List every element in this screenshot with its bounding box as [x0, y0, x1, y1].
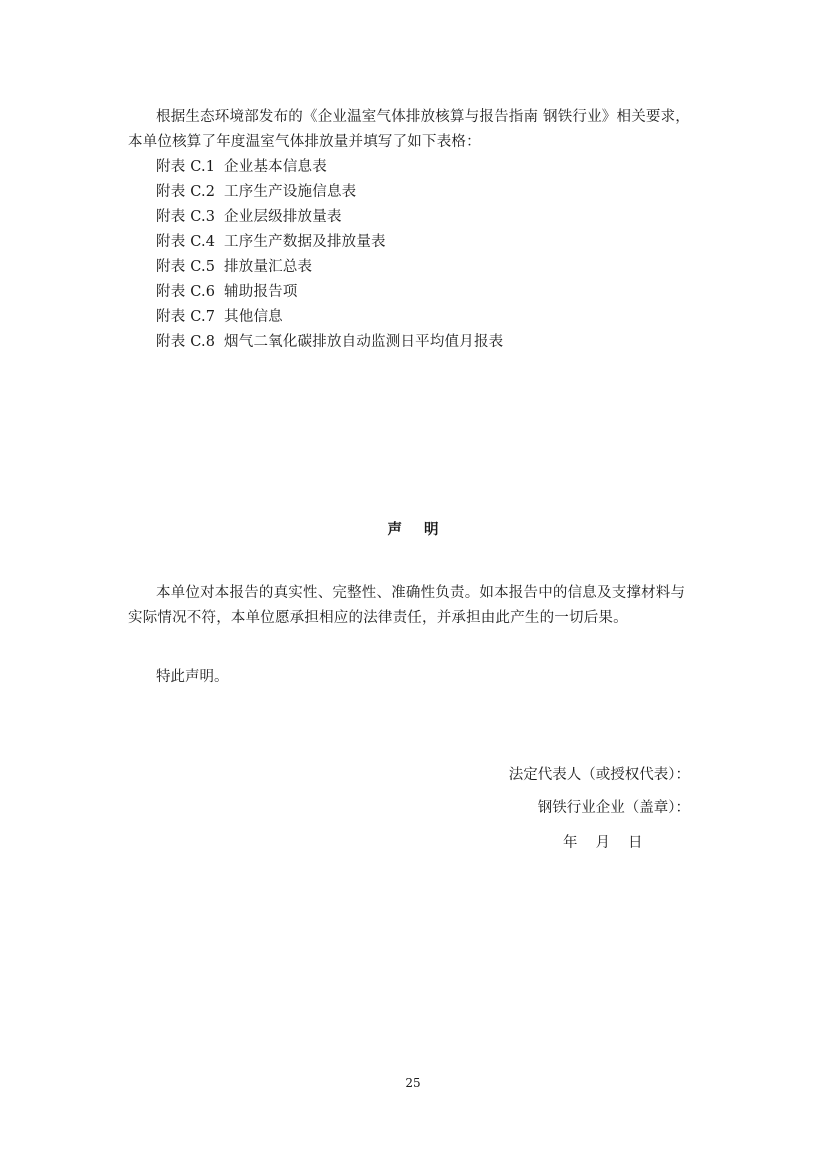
appendix-item — [156, 205, 503, 230]
appendix-title: 企业层级排放量表 — [224, 209, 342, 225]
appendix-item — [156, 180, 503, 205]
appendix-item — [156, 155, 503, 180]
appendix-item — [156, 280, 503, 305]
appendix-code: 附表 C.2 — [156, 184, 216, 200]
date-day-label: 日 — [628, 835, 643, 851]
date-year-label: 年 — [563, 835, 578, 851]
appendix-title: 工序生产设施信息表 — [224, 184, 357, 200]
declaration-title: 声明 — [387, 521, 461, 538]
appendix-code: 附表 C.6 — [156, 284, 216, 300]
appendix-code: 附表 C.4 — [156, 234, 216, 250]
page-number: 25 — [405, 1076, 421, 1090]
date-line — [563, 831, 643, 856]
appendix-title: 工序生产数据及排放量表 — [224, 234, 386, 250]
intro-paragraph: 根据生态环境部发布的《企业温室气体排放核算与报告指南 钢铁行业》相关要求，本单位核算了年度温室气体排放量并填写了如下表格： — [128, 109, 691, 150]
declaration-body: 本单位对本报告的真实性、完整性、准确性负责。如本报告中的信息及支撑材料与实际情况不符，本单位愿承担相应的法律责任，并承担由此产生的一切后果。 — [128, 585, 686, 626]
appendix-code: 附表 C.1 — [156, 159, 216, 175]
appendix-title: 排放量汇总表 — [224, 259, 313, 275]
appendix-item — [156, 255, 503, 280]
appendix-code: 附表 C.5 — [156, 259, 216, 275]
appendix-item — [156, 230, 503, 255]
appendix-title: 其他信息 — [224, 309, 283, 325]
date-month-label: 月 — [595, 835, 610, 851]
appendix-code: 附表 C.3 — [156, 209, 216, 225]
appendix-title: 企业基本信息表 — [224, 159, 327, 175]
appendix-item — [156, 330, 503, 355]
declaration-closing: 特此声明。 — [156, 669, 229, 685]
company-seal-line: 钢铁行业企业（盖章）： — [537, 800, 690, 816]
appendix-item — [156, 305, 503, 330]
appendix-title: 烟气二氧化碳排放自动监测日平均值月报表 — [224, 334, 504, 350]
appendix-code: 附表 C.8 — [156, 334, 216, 350]
appendix-code: 附表 C.7 — [156, 309, 216, 325]
appendix-list — [156, 155, 503, 355]
appendix-title: 辅助报告项 — [224, 284, 298, 300]
representative-signature-line: 法定代表人（或授权代表）： — [508, 767, 690, 783]
